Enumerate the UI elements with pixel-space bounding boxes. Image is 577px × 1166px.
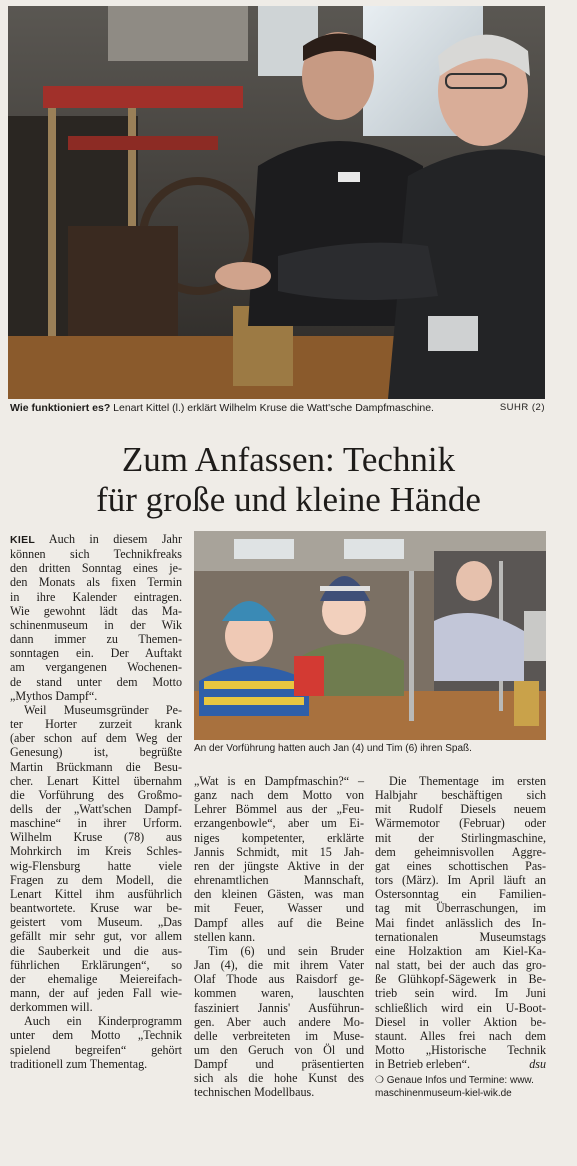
text-line: mit der Stirlingmaschine, <box>375 830 546 845</box>
article-column-2 <box>194 774 364 1100</box>
text-line: tors (März). Im April läuft an <box>375 873 546 888</box>
paragraph <box>194 774 364 944</box>
text-line: dann immer zu Themen- <box>10 632 182 647</box>
text-line: ter Horter zurzeit krank <box>10 717 182 732</box>
text-line: Wilhelm Kruse (78) aus <box>10 830 182 845</box>
text-line: Motto „Historische Technik <box>375 1042 546 1057</box>
info-note <box>375 1074 546 1100</box>
text-line: Genesung) ist, begrüßte <box>10 745 182 760</box>
text-line: nal statt, bei der auch das gro- <box>375 958 546 973</box>
photo-children <box>194 531 546 740</box>
text-line: den dritten Sonntag eines je- <box>10 561 182 576</box>
paragraph <box>10 532 182 703</box>
dateline: KIEL <box>10 534 36 546</box>
text-line: Dampf alles auf die Beine <box>194 915 364 930</box>
text-line-end: in Betrieb erleben“. <box>375 1057 471 1072</box>
text-line: Olaf Thode aus Raisdorf ge- <box>194 972 364 987</box>
text-line: delle verbreiteten im Muse- <box>194 1028 364 1043</box>
text-line: ren der jüngste Aktive in der <box>194 858 364 873</box>
text-line: derkommen will. <box>10 1000 93 1015</box>
text-line: den Monats als fixen Termin <box>10 575 182 590</box>
text-line: in ihre Kalender eintragen. <box>10 589 182 604</box>
text-line: spielend begreifen“ gehört <box>10 1042 182 1057</box>
text-line: den kleinen Gästen, was man <box>194 887 364 902</box>
text-line: schließlich wird ein U-Boot- <box>375 1000 546 1015</box>
text-line: „Wat is en Dampfmaschin?“ – <box>194 774 364 788</box>
text-line: „Mythos Dampf“. <box>10 688 98 703</box>
text-line <box>375 1057 546 1071</box>
text-line: ehrenamtlichen Mannschaft, <box>194 873 364 888</box>
text-line: trieb sein wird. Im Juni <box>375 986 546 1001</box>
text-line: Weil Museumsgründer Pe- <box>24 702 182 717</box>
text-line: führlichen Erklärungen“, so <box>10 957 182 972</box>
text-line: gen. Aber auch andere Mo- <box>194 1014 364 1029</box>
text-line: erzangenbowle“, aber um Ei- <box>194 816 364 831</box>
text-line: eine Holzaktion am Kiel-Ka- <box>375 943 546 958</box>
text-line: traditionell zum Thementag. <box>10 1056 148 1071</box>
text-line: kommen waren, lauschten <box>194 986 364 1001</box>
paragraph <box>10 703 182 1014</box>
text-line: geistert vom Museum. „Das <box>10 915 182 930</box>
text-line: de stand unter dem Motto <box>10 674 182 689</box>
text-line: Mohrkirch im Kreis Schles- <box>10 844 182 859</box>
text-line: ternationalen Museumstags <box>375 929 546 944</box>
text-line: Jan (4), die mit ihrem Vater <box>194 958 364 973</box>
text-line: unter dem Motto „Technik <box>10 1028 182 1043</box>
headline-line-2: für große und kleine Hände <box>96 480 481 519</box>
author-signature: dsu <box>529 1057 546 1072</box>
photo-steam-engine-demo <box>8 6 545 399</box>
caption-lead: Wie funktioniert es? <box>10 402 111 414</box>
text-line: Die Thementage im ersten <box>389 774 546 788</box>
text-line: niges kompetenter, erklärte <box>194 830 364 845</box>
text-line: (aber schon auf dem Weg der <box>10 731 182 746</box>
text-line: Jannis Schmidt, mit 15 Jah- <box>194 844 364 859</box>
text-line: Wärmemotor (Februar) oder <box>375 816 546 831</box>
text-line: fasziniert Jannis' Ausführun- <box>194 1000 364 1015</box>
info-website: maschinenmuseum-kiel-wik.de <box>375 1088 512 1100</box>
info-line-1: ❍ Genaue Infos und Termine: www. <box>375 1075 534 1087</box>
text-line: ße Glühkopf-Sägewerk in Be- <box>375 972 546 987</box>
text-line: cher. Lenart Kittel übernahm <box>10 773 182 788</box>
photo-credit: SUHR (2) <box>499 402 545 413</box>
photo-top-caption <box>10 401 545 415</box>
text-line: Lehrer Bömmel aus der „Feu- <box>194 802 364 817</box>
text-line: ganz nach dem Motto von <box>194 788 364 803</box>
text-line: können sich Technikfreaks <box>10 547 182 562</box>
text-line: staunt. Alles frei nach dem <box>375 1028 546 1043</box>
text-line: Fragen zu dem Modell, die <box>10 872 182 887</box>
text-line: schinenmuseum in der Wik <box>10 617 182 632</box>
text-line: Tim (6) und sein Bruder <box>208 943 364 958</box>
text-line: mit Feuer, Wasser und <box>194 901 364 916</box>
headline-line-1: Zum Anfassen: Technik <box>121 440 456 479</box>
paragraph <box>10 1014 182 1071</box>
text-line: technischen Modellbaus. <box>194 1085 315 1100</box>
text-line: Ostersonntag ein Familien- <box>375 887 546 902</box>
text-line: dem geheimnisvollen Aggre- <box>375 844 546 859</box>
text-line: mit Rudolf Diesels neuem <box>375 802 546 817</box>
headline <box>10 440 567 520</box>
article-column-3 <box>375 774 546 1100</box>
text-line: Halbjahr beschäftigen sich <box>375 788 546 803</box>
text-line: wig-Flensburg hatte viele <box>10 858 182 873</box>
text-line: mann, der auf jeden Fall wie- <box>10 986 182 1000</box>
text-line: maschine“ in ihrer Urform. <box>10 816 182 831</box>
paragraph <box>375 774 546 1071</box>
article-column-1 <box>10 532 182 1071</box>
text-line: gat eines schottischen Pas- <box>375 858 546 873</box>
text-line: Martin Brückmann die Besu- <box>10 759 182 774</box>
text-line: stellen kann. <box>194 929 256 944</box>
text-line: die Sauberkeit und die aus- <box>10 943 182 958</box>
text-line: um den Geruch von Öl und <box>194 1042 364 1057</box>
paragraph <box>194 944 364 1100</box>
text-line: dells der „Watt'schen Dampf- <box>10 801 182 816</box>
text-line: am vergangenen Wochenen- <box>10 660 182 675</box>
text-line: Auch ein Kinderprogramm <box>24 1014 182 1029</box>
text-line: gefällt mir sehr gut, vor allem <box>10 929 182 944</box>
text-line: Mai findet anlässlich des In- <box>375 915 546 930</box>
text-line: der ehemalige Meiereifach- <box>10 971 182 986</box>
text-line: die Vorführung des Großmo- <box>10 787 182 802</box>
text-line: sich als die hohe Kunst des <box>194 1071 364 1086</box>
text-line: sonntagen ein. Der Auftakt <box>10 646 182 661</box>
text-line: Lenart Kittel ihm ausführlich <box>10 886 182 901</box>
photo-mid-caption: An der Vorführung hatten auch Jan (4) und Tim (6) ihren Spaß. <box>194 743 472 754</box>
text-line: beantwortete. Kruse war be- <box>10 901 182 916</box>
text-line: Diesel in voller Aktion be- <box>375 1014 546 1029</box>
text-line: Dampf und präsentierten <box>194 1057 364 1072</box>
text-line: Wie gewohnt lädt das Ma- <box>10 603 182 618</box>
caption-text: Lenart Kittel (l.) erklärt Wilhelm Kruse die Watt'sche Dampfmaschine. <box>110 402 434 414</box>
text-line: Auch in diesem Jahr <box>35 532 182 546</box>
text-line: tag mit Überraschungen, im <box>375 901 546 916</box>
